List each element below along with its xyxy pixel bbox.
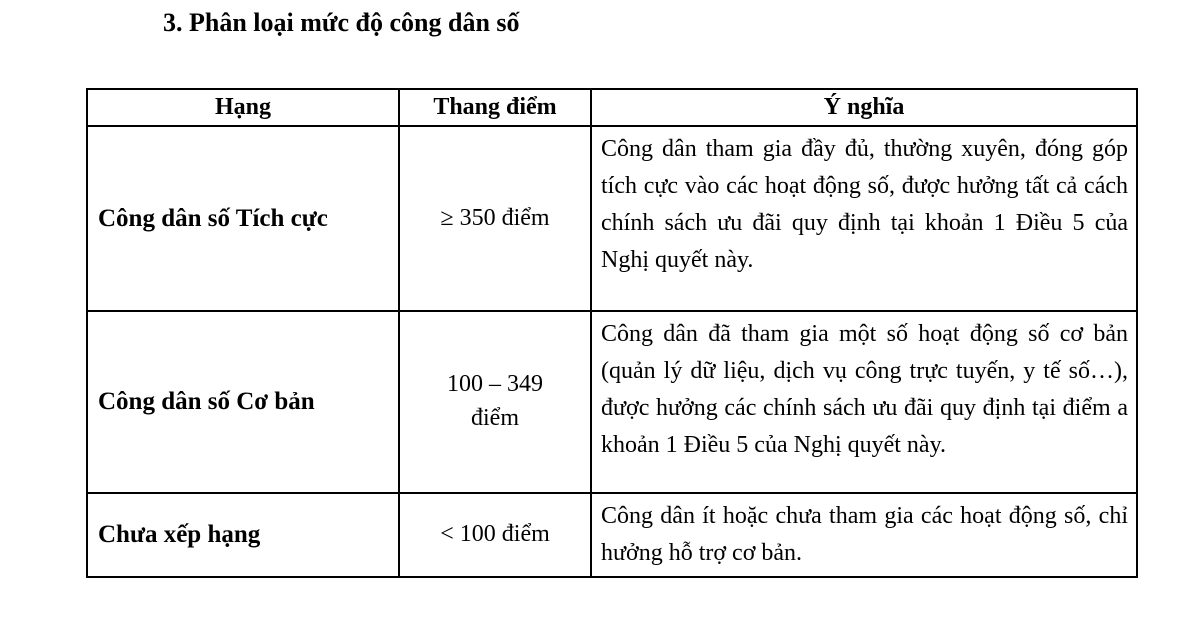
column-header-meaning: Ý nghĩa (591, 89, 1137, 126)
meaning-cell-active-citizen: Công dân tham gia đầy đủ, thường xuyên, đóng góp tích cực vào các hoạt động số, được hưởng tất cả cách chính sách ưu đãi quy định tại khoản 1 Điều 5 của Nghị quyết này. (591, 126, 1137, 311)
rank-cell-active-citizen: Công dân số Tích cực (87, 126, 399, 311)
section-title: 3. Phân loại mức độ công dân số (163, 8, 520, 37)
classification-table (86, 88, 1138, 578)
rank-cell-unranked: Chưa xếp hạng (87, 493, 399, 577)
score-cell-active-citizen: ≥ 350 điểm (399, 126, 591, 311)
column-header-rank: Hạng (87, 89, 399, 126)
meaning-cell-basic-citizen: Công dân đã tham gia một số hoạt động số cơ bản (quản lý dữ liệu, dịch vụ công trực tuyến, y tế số…), được hưởng các chính sách ưu đãi quy định tại điểm a khoản 1 Điều 5 của Nghị quyết này. (591, 311, 1137, 493)
table-row (87, 126, 1137, 311)
table-row (87, 493, 1137, 577)
column-header-score: Thang điểm (399, 89, 591, 126)
table-row (87, 311, 1137, 493)
table-header-row (87, 89, 1137, 126)
score-cell-unranked: < 100 điểm (399, 493, 591, 577)
rank-cell-basic-citizen: Công dân số Cơ bản (87, 311, 399, 493)
score-cell-basic-citizen: 100 – 349 điểm (399, 311, 591, 493)
meaning-cell-unranked: Công dân ít hoặc chưa tham gia các hoạt động số, chỉ hưởng hỗ trợ cơ bản. (591, 493, 1137, 577)
